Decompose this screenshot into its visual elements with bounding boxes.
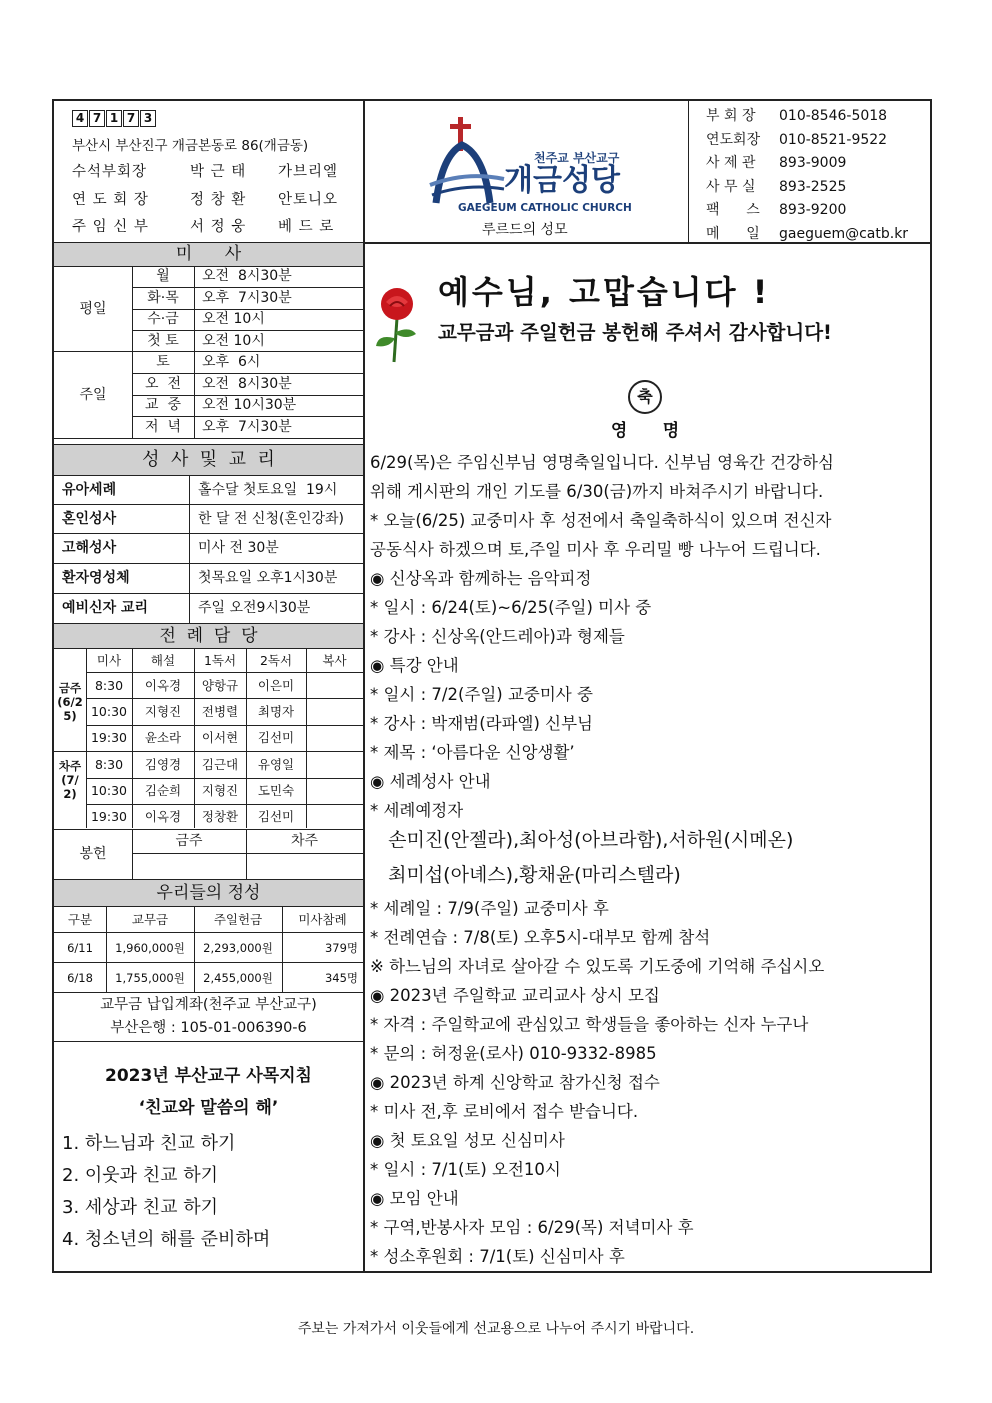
- contact-label: 연도회장: [706, 131, 761, 148]
- liturgy-cell: 지형진: [144, 704, 182, 719]
- staff-baptismal: 안토니오: [278, 192, 339, 208]
- mass-day: 수·금: [147, 311, 179, 327]
- liturgy-cell: 전병렬: [201, 704, 239, 719]
- mass-time: 오전 10시: [202, 333, 265, 349]
- giving-cell: 1,755,000원: [115, 971, 185, 985]
- contact-value: 893-9009: [779, 155, 847, 171]
- baptism-candidates: 최미섭(아녜스),황채윤(마리스텔라): [370, 864, 681, 886]
- sacrament-name: 유아세례: [62, 482, 117, 498]
- church-logo-icon: [426, 115, 506, 207]
- church-subtitle: 루르드의 성모: [482, 222, 568, 238]
- liturgy-cell: 최명자: [257, 704, 295, 719]
- liturgy-cell: 이은미: [257, 678, 295, 693]
- liturgy-cell: 이서현: [201, 730, 239, 745]
- giving-header: 교무금: [131, 912, 169, 927]
- mass-weekday-label: 평일: [79, 301, 107, 317]
- footer-note: 주보는 가져가서 이웃들에게 선교용으로 나누어 주시기 바랍니다.: [297, 1321, 695, 1337]
- section-heading: ◉ 신상옥과 함께하는 음악피정: [370, 569, 592, 588]
- contact-label: 사 제 관: [706, 155, 756, 171]
- zip-digit: 1: [106, 110, 122, 127]
- sacrament-value: 한 달 전 신청(혼인강좌): [198, 511, 344, 527]
- giving-title: 우리들의 정성: [54, 880, 363, 906]
- section-heading: ◉ 모임 안내: [370, 1189, 459, 1208]
- liturgy-header: 해설: [150, 653, 176, 668]
- contact-label: 사 무 실: [706, 178, 756, 195]
- liturgy-cell: 유영일: [257, 757, 295, 772]
- sacrament-name: 예비신자 교리: [62, 600, 149, 616]
- notice-line: * 세례일 : 7/9(주일) 교중미사 후: [370, 899, 609, 918]
- mass-day: 저 녁: [145, 419, 181, 435]
- guideline-item: 1. 하느님과 친교 하기: [62, 1133, 236, 1154]
- contact-divider: [688, 101, 689, 242]
- giving-cell: 379명: [324, 941, 358, 955]
- mass-time: 오전 10시: [202, 311, 265, 327]
- staff-role: 주 임 신 부: [72, 219, 149, 235]
- notice-line: * 일시 : 7/1(토) 오전10시: [370, 1160, 561, 1179]
- liturgy-cell: 김선미: [257, 809, 295, 824]
- contact-value: 010-8521-9522: [779, 131, 888, 148]
- giving-cell: 345명: [324, 971, 358, 985]
- baptism-candidates: 손미진(안젤라),최아성(아브라함),서하원(시메온): [370, 829, 794, 851]
- staff-name: 박 근 태: [190, 164, 247, 180]
- liturgy-cell: 김근대: [201, 757, 239, 772]
- giving-cell: 1,960,000원: [115, 941, 185, 955]
- notice-line: * 오늘(6/25) 교중미사 후 성전에서 축일축하식이 있으며 전신자: [370, 511, 832, 530]
- banner-headline: 예수님, 고맙습니다 !: [438, 273, 771, 311]
- staff-baptismal: 가브리엘: [278, 164, 339, 180]
- liturgy-header: 복사: [322, 653, 347, 668]
- mass-day: 교 중: [145, 397, 181, 413]
- section-heading: ◉ 첫 토요일 성모 신심미사: [370, 1131, 565, 1150]
- contact-label: 메 일: [706, 225, 760, 242]
- zip-digit: 7: [123, 110, 139, 127]
- mass-time: 오전 8시30분: [202, 376, 292, 392]
- section-heading: ◉ 세례성사 안내: [370, 772, 491, 791]
- offering-header: 금주: [175, 833, 203, 849]
- mass-day: 오 전: [145, 376, 181, 392]
- notice-line: * 성소후원회 : 7/1(토) 신심미사 후: [370, 1247, 625, 1266]
- church-name-en: GAEGEUM CATHOLIC CHURCH: [458, 202, 632, 214]
- offering-header: 차주: [290, 833, 319, 849]
- guideline-item: 2. 이웃과 친교 하기: [62, 1165, 219, 1186]
- mass-day: 첫 토: [147, 333, 179, 349]
- liturgy-header: 2독서: [259, 653, 293, 668]
- guideline-item: 4. 청소년의 해를 준비하며: [62, 1229, 271, 1250]
- section-heading: ◉ 2023년 주일학교 교리교사 상시 모집: [370, 986, 660, 1005]
- liturgy-cell: 10:30: [90, 704, 128, 719]
- offering-label: 봉헌: [79, 846, 107, 862]
- liturgy-header: 미사: [96, 653, 122, 668]
- giving-header: 미사참례: [298, 912, 347, 927]
- mass-time: 오전 8시30분: [202, 268, 292, 284]
- liturgy-cell: 19:30: [90, 809, 128, 824]
- liturgy-cell: 이옥경: [144, 678, 182, 693]
- sacraments-title: 성 사 및 교 리: [54, 445, 363, 475]
- mass-time: 오후 7시30분: [202, 419, 292, 435]
- sacrament-value: 첫목요일 오후1시30분: [198, 570, 338, 586]
- staff-baptismal: 베 드 로: [278, 219, 335, 235]
- giving-header: 주일헌금: [213, 912, 263, 927]
- zip-digit: 7: [89, 110, 105, 127]
- giving-header: 구분: [67, 912, 93, 927]
- liturgy-cell: 김순희: [144, 783, 182, 798]
- liturgy-cell: 8:30: [94, 757, 124, 772]
- notice-line: * 일시 : 7/2(주일) 교중미사 중: [370, 685, 593, 704]
- liturgy-title: 전 례 담 당: [54, 624, 363, 648]
- mass-time: 오전 10시30분: [202, 397, 297, 413]
- contact-label: 팩 스: [706, 202, 760, 218]
- staff-name: 서 정 웅: [190, 219, 247, 235]
- notice-line: * 미사 전,후 로비에서 접수 받습니다.: [370, 1102, 639, 1121]
- contact-value: 893-9200: [779, 202, 847, 218]
- sacrament-value: 미사 전 30분: [198, 540, 279, 556]
- zip-code: [72, 109, 157, 127]
- mass-title: 미 사: [54, 243, 363, 266]
- notice-line: * 강사 : 신상옥(안드레아)과 형제들: [370, 627, 625, 646]
- liturgy-cell: 10:30: [90, 783, 128, 798]
- zip-digit: 3: [140, 110, 156, 127]
- notice-line: 6/29(목)은 주임신부님 영명축일입니다. 신부님 영육간 건강하심: [370, 453, 834, 472]
- church-name: 개금성당: [504, 163, 620, 198]
- account-title: 교무금 납입계좌(천주교 부산교구): [100, 997, 317, 1013]
- liturgy-cell: 윤소라: [144, 730, 182, 745]
- giving-cell: 2,455,000원: [203, 971, 273, 985]
- guideline-subtitle: ‘친교와 말씀의 해’: [138, 1098, 279, 1118]
- liturgy-cell: 김영경: [144, 757, 182, 772]
- notice-line: * 세례예정자: [370, 801, 464, 820]
- guideline-title: 2023년 부산교구 사목지침: [105, 1066, 312, 1086]
- liturgy-header: 1독서: [203, 653, 237, 668]
- mass-day: 토: [156, 354, 170, 370]
- giving-cell: 6/18: [67, 971, 93, 985]
- church-address: 부산시 부산진구 개금본동로 86(개금동): [72, 138, 309, 154]
- column-divider: [363, 101, 365, 1273]
- account-number: 부산은행 : 105-01-006390-6: [110, 1020, 307, 1036]
- liturgy-cell: 8:30: [94, 678, 124, 693]
- notice-line: * 구역,반봉사자 모임 : 6/29(목) 저녁미사 후: [370, 1218, 694, 1237]
- liturgy-group-label: 금주(6/25): [57, 681, 83, 723]
- section-heading: ◉ 2023년 하계 신앙학교 참가신청 접수: [370, 1073, 660, 1092]
- sacrament-value: 홀수달 첫토요일 19시: [198, 482, 338, 498]
- staff-role: 수석부회장: [72, 164, 148, 180]
- contact-label: 부 회 장: [706, 108, 756, 124]
- rose-icon: [372, 282, 422, 364]
- mass-day: 화·목: [147, 290, 179, 306]
- staff-name: 정 창 환: [190, 192, 247, 208]
- liturgy-cell: 양항규: [201, 678, 239, 693]
- notice-line: * 제목 : ‘아름다운 신앙생활’: [370, 743, 575, 762]
- sacrament-name: 혼인성사: [62, 511, 117, 527]
- contact-value: 010-8546-5018: [779, 108, 888, 124]
- contact-email[interactable]: gaeguem@catb.kr: [779, 225, 909, 242]
- sacrament-name: 환자영성체: [62, 570, 130, 586]
- liturgy-cell: 도민숙: [257, 783, 295, 798]
- mass-day: 월: [156, 268, 170, 284]
- liturgy-cell: 정창환: [201, 809, 239, 824]
- notice-line: ※ 하느님의 자녀로 살아갈 수 있도록 기도중에 기억해 주십시오: [370, 957, 825, 976]
- mass-sunday-label: 주일: [79, 387, 107, 403]
- notice-line: * 문의 : 허정윤(로사) 010-9332-8985: [370, 1044, 657, 1063]
- mass-time: 오후 7시30분: [202, 290, 292, 306]
- giving-cell: 6/11: [67, 941, 93, 955]
- notice-line: * 일시 : 6/24(토)~6/25(주일) 미사 중: [370, 598, 652, 617]
- liturgy-cell: 김선미: [257, 730, 295, 745]
- mass-time: 오후 6시: [202, 354, 261, 370]
- notice-title: 영 명: [610, 421, 680, 441]
- liturgy-group-label: 차주(7/2): [58, 759, 82, 801]
- contact-value: 893-2525: [779, 178, 847, 195]
- notice-line: * 전례연습 : 7/8(토) 오후5시-대부모 함께 참석: [370, 928, 711, 947]
- liturgy-cell: 이옥경: [144, 809, 182, 824]
- liturgy-cell: 지형진: [201, 783, 239, 798]
- banner-subline: 교무금과 주일헌금 봉헌해 주셔서 감사합니다!: [438, 321, 832, 344]
- giving-cell: 2,293,000원: [203, 941, 273, 955]
- notice-line: * 자격 : 주일학교에 관심있고 학생들을 좋아하는 신자 누구나: [370, 1015, 809, 1034]
- staff-role: 연 도 회 장: [72, 192, 149, 208]
- contact-values: [779, 105, 908, 246]
- notice-line: 공동식사 하겠으며 토,주일 미사 후 우리밀 빵 나누어 드립니다.: [370, 540, 821, 559]
- section-heading: ◉ 특강 안내: [370, 656, 459, 675]
- contact-labels: [706, 105, 760, 246]
- zip-digit: 4: [72, 110, 88, 127]
- sacrament-value: 주일 오전9시30분: [198, 600, 311, 616]
- celebration-badge-icon: 축: [628, 380, 662, 414]
- liturgy-cell: 19:30: [90, 730, 128, 745]
- sacrament-name: 고해성사: [62, 540, 117, 556]
- guideline-item: 3. 세상과 친교 하기: [62, 1197, 219, 1218]
- notice-line: 위해 게시판의 개인 기도를 6/30(금)까지 바쳐주시기 바랍니다.: [370, 482, 824, 501]
- notice-line: * 강사 : 박재범(라파엘) 신부님: [370, 714, 593, 733]
- diocese-name: 천주교 부산교구: [534, 151, 620, 165]
